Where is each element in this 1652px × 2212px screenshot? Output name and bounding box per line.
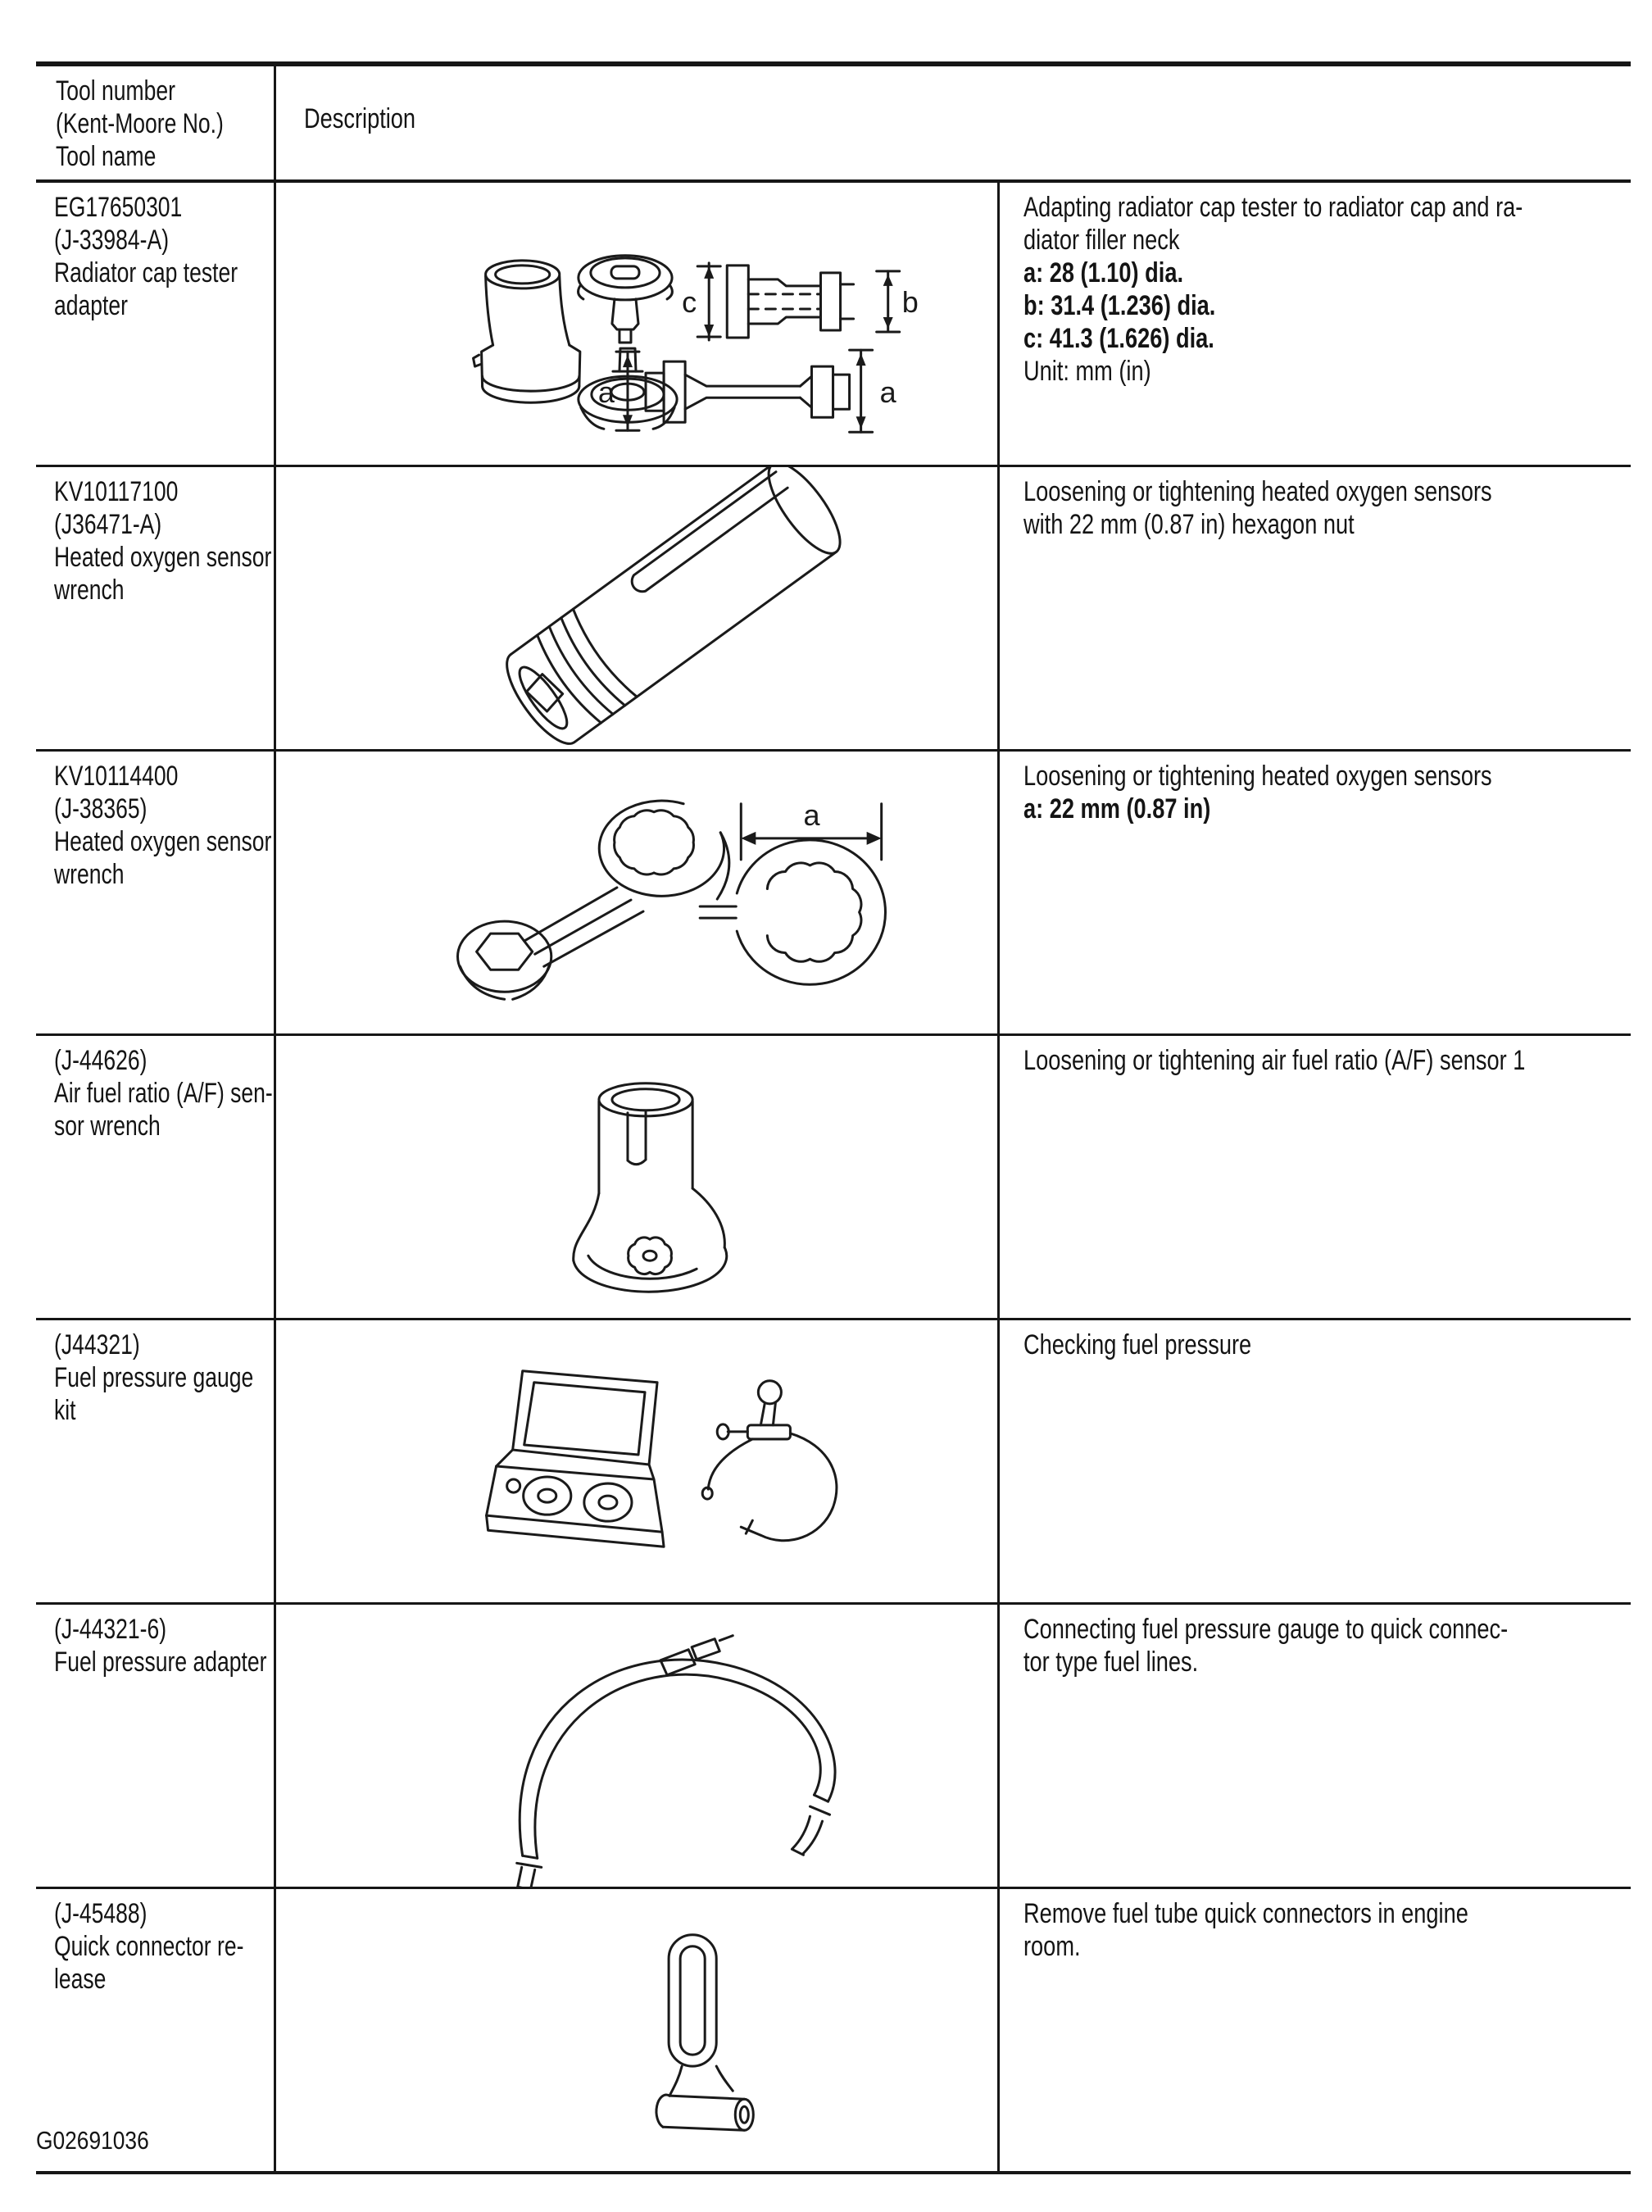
- tool-description-cell: [998, 751, 1631, 1035]
- tool-line: (J-33984-A): [54, 225, 170, 256]
- tool-line: Heated oxygen sensor: [54, 542, 272, 573]
- air-fuel-ratio-sensor-wrench-figure: [276, 1036, 997, 1318]
- table-row: [36, 1035, 1631, 1319]
- header-line: (Kent-Moore No.): [56, 108, 224, 139]
- description-line: Loosening or tightening air fuel ratio (A/F) sensor 1: [1023, 1045, 1525, 1076]
- tool-figure-cell: [275, 1035, 998, 1319]
- tool-number-header-cell: [36, 64, 275, 181]
- table-row: [36, 1888, 1631, 2173]
- tool-line: Radiator cap tester: [54, 257, 238, 288]
- description-line: Checking fuel pressure: [1023, 1329, 1251, 1360]
- dimension-label: a: [802, 797, 820, 832]
- table-row: [36, 1319, 1631, 1604]
- tool-line: KV10117100: [54, 476, 179, 507]
- description-line: tor type fuel lines.: [1023, 1647, 1198, 1678]
- table-row: [36, 1604, 1631, 1888]
- radiator-cap-tester-adapter-figure: [276, 183, 997, 465]
- tool-id-cell: [36, 1319, 275, 1604]
- tool-line: lease: [54, 1964, 107, 1995]
- heated-oxygen-sensor-offset-wrench-figure: [276, 752, 997, 1033]
- tool-line: Heated oxygen sensor: [54, 826, 272, 857]
- tool-line: (J-45488): [54, 1898, 148, 1929]
- description-line: Remove fuel tube quick connectors in engine: [1023, 1898, 1468, 1929]
- special-service-tools-table: [36, 61, 1631, 2174]
- tool-description-cell: [998, 466, 1631, 751]
- tool-figure-cell: [275, 1888, 998, 2173]
- tool-line: (J-38365): [54, 793, 148, 824]
- header-line: Tool name: [56, 141, 157, 172]
- tool-figure-cell: [275, 1604, 998, 1888]
- description-line: Loosening or tightening heated oxygen sensors: [1023, 476, 1492, 507]
- tool-description-cell: [998, 1888, 1631, 2173]
- tool-description-cell: [998, 1604, 1631, 1888]
- fuel-pressure-gauge-kit-figure: [276, 1320, 997, 1602]
- tool-description-cell: [998, 1035, 1631, 1319]
- tool-line: (J-44321-6): [54, 1614, 167, 1645]
- tool-figure-cell: [275, 466, 998, 751]
- table-row: [36, 181, 1631, 466]
- description-line: Loosening or tightening heated oxygen sensors: [1023, 761, 1492, 792]
- tool-line: EG17650301: [54, 192, 183, 223]
- description-line: c: 41.3 (1.626) dia.: [1023, 323, 1214, 354]
- description-line: Unit: mm (in): [1023, 356, 1151, 387]
- tool-line: (J44321): [54, 1329, 140, 1360]
- tool-id-cell: [36, 751, 275, 1035]
- tool-id-cell: [36, 181, 275, 466]
- description-line: room.: [1023, 1931, 1081, 1962]
- tool-line: Quick connector re-: [54, 1931, 244, 1962]
- table-header-row: [36, 64, 1631, 181]
- tool-line: Air fuel ratio (A/F) sen-: [54, 1078, 273, 1109]
- tool-line: wrench: [54, 575, 125, 606]
- header-line: Description: [303, 103, 415, 134]
- description-header-cell: [275, 64, 1631, 181]
- description-line: diator filler neck: [1023, 225, 1179, 256]
- description-line: a: 28 (1.10) dia.: [1023, 257, 1183, 288]
- tool-line: (J36471-A): [54, 509, 162, 540]
- tool-figure-cell: [275, 181, 998, 466]
- description-line: Connecting fuel pressure gauge to quick connec-: [1023, 1614, 1508, 1645]
- tool-line: wrench: [54, 859, 125, 890]
- header-line: Tool number: [56, 75, 175, 107]
- description-line: Adapting radiator cap tester to radiator cap and ra-: [1023, 192, 1523, 223]
- fuel-pressure-adapter-hose-figure: [276, 1605, 997, 1887]
- quick-connector-release-tool-figure: [276, 1889, 997, 2171]
- heated-oxygen-sensor-socket-wrench-figure: [276, 467, 997, 749]
- figure-reference-code: G02691036: [36, 2126, 149, 2155]
- description-line: with 22 mm (0.87 in) hexagon nut: [1023, 509, 1355, 540]
- tool-figure-cell: [275, 751, 998, 1035]
- tool-line: KV10114400: [54, 761, 179, 792]
- table-row: [36, 751, 1631, 1035]
- dimension-label: b: [901, 284, 919, 319]
- table-row: [36, 466, 1631, 751]
- tool-line: (J-44626): [54, 1045, 148, 1076]
- tool-description-cell: [998, 1319, 1631, 1604]
- dimension-label: c: [681, 284, 697, 319]
- tool-description-cell: [998, 181, 1631, 466]
- tool-line: Fuel pressure adapter: [54, 1647, 267, 1678]
- dimension-label: a: [597, 375, 615, 410]
- tool-id-cell: [36, 1604, 275, 1888]
- tool-line: kit: [54, 1395, 76, 1426]
- tool-line: adapter: [54, 290, 128, 321]
- description-line: b: 31.4 (1.236) dia.: [1023, 290, 1215, 321]
- tool-line: sor wrench: [54, 1111, 161, 1142]
- description-line: a: 22 mm (0.87 in): [1023, 793, 1210, 824]
- tool-line: Fuel pressure gauge: [54, 1362, 254, 1393]
- dimension-label: a: [879, 375, 896, 410]
- tool-figure-cell: [275, 1319, 998, 1604]
- tool-id-cell: [36, 1035, 275, 1319]
- tool-id-cell: [36, 466, 275, 751]
